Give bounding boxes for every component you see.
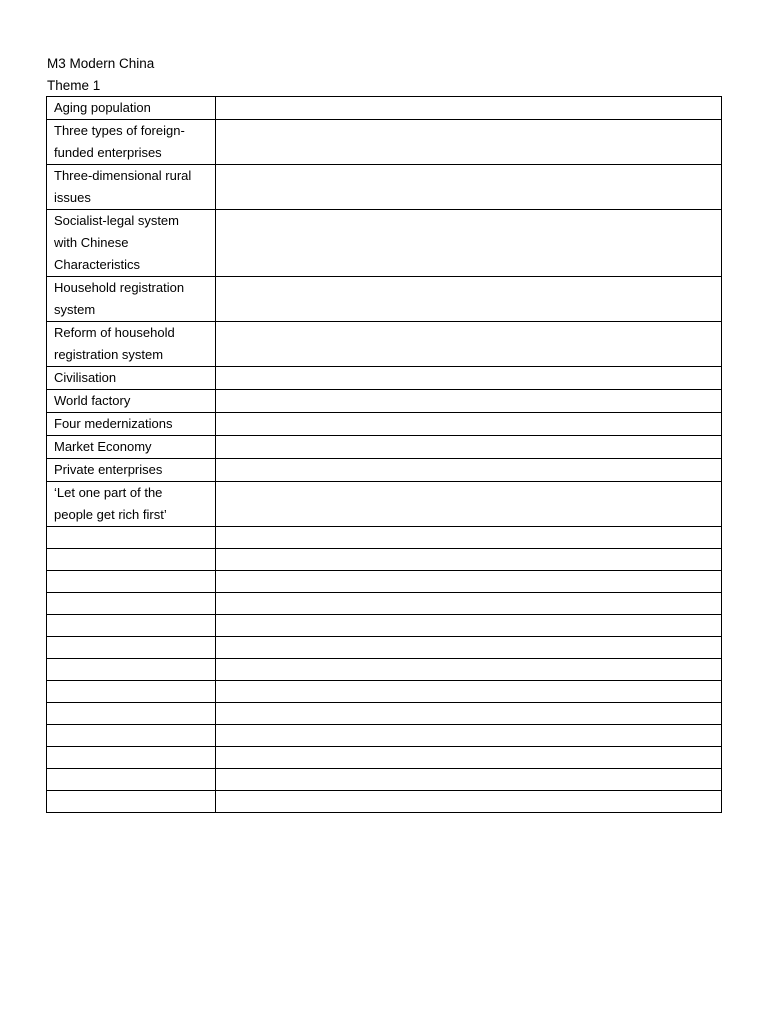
definition-cell[interactable] [216,769,722,791]
definition-field[interactable] [216,571,721,592]
definition-field[interactable] [216,390,721,412]
definition-field[interactable] [216,637,721,658]
term-cell [47,637,216,659]
term-cell: Market Economy [47,436,216,459]
definition-cell[interactable] [216,482,722,527]
term-cell: ‘Let one part of the people get rich first’ [47,482,216,527]
term-cell [47,725,216,747]
table-row [47,615,722,637]
term-cell [47,747,216,769]
definition-cell[interactable] [216,97,722,120]
table-row [47,549,722,571]
definition-cell[interactable] [216,703,722,725]
table-row [47,210,722,277]
definition-cell[interactable] [216,571,722,593]
table-row [47,97,722,120]
definition-field[interactable] [216,322,721,366]
term-cell: Reform of household registration system [47,322,216,367]
table-row [47,390,722,413]
table-row [47,322,722,367]
definition-cell[interactable] [216,659,722,681]
definition-cell[interactable] [216,210,722,277]
table-row [47,637,722,659]
vocabulary-table-body [47,97,722,813]
table-row [47,482,722,527]
table-row [47,571,722,593]
definition-cell[interactable] [216,527,722,549]
term-cell [47,681,216,703]
term-cell: Aging population [47,97,216,120]
definition-field[interactable] [216,615,721,636]
definition-field[interactable] [216,367,721,389]
table-row [47,165,722,210]
definition-field[interactable] [216,413,721,435]
table-row [47,681,722,703]
definition-cell[interactable] [216,120,722,165]
definition-field[interactable] [216,459,721,481]
table-row [47,593,722,615]
term-cell [47,527,216,549]
term-cell: World factory [47,390,216,413]
table-row [47,120,722,165]
term-cell: Socialist-legal system with Chinese Characteristics [47,210,216,277]
table-row [47,277,722,322]
term-cell [47,549,216,571]
table-row [47,413,722,436]
term-cell [47,703,216,725]
table-row [47,659,722,681]
definition-field[interactable] [216,120,721,164]
definition-field[interactable] [216,277,721,321]
definition-cell[interactable] [216,549,722,571]
term-cell [47,659,216,681]
term-cell: Private enterprises [47,459,216,482]
definition-cell[interactable] [216,747,722,769]
definition-field[interactable] [216,659,721,680]
table-row [47,703,722,725]
definition-cell[interactable] [216,459,722,482]
table-row [47,459,722,482]
term-cell: Three types of foreign- funded enterprises [47,120,216,165]
table-row [47,791,722,813]
table-row [47,725,722,747]
definition-field[interactable] [216,165,721,209]
definition-field[interactable] [216,97,721,119]
definition-cell[interactable] [216,615,722,637]
document-title: M3 Modern China [47,56,155,71]
definition-field[interactable] [216,436,721,458]
definition-cell[interactable] [216,277,722,322]
table-row [47,769,722,791]
definition-cell[interactable] [216,165,722,210]
definition-cell[interactable] [216,791,722,813]
definition-cell[interactable] [216,725,722,747]
definition-field[interactable] [216,791,721,812]
definition-field[interactable] [216,549,721,570]
term-cell: Three-dimensional rural issues [47,165,216,210]
definition-field[interactable] [216,482,721,526]
definition-cell[interactable] [216,681,722,703]
definition-field[interactable] [216,725,721,746]
term-cell: Civilisation [47,367,216,390]
definition-field[interactable] [216,703,721,724]
table-row [47,367,722,390]
definition-field[interactable] [216,527,721,548]
definition-cell[interactable] [216,367,722,390]
vocabulary-table [46,96,722,813]
table-row [47,436,722,459]
table-row [47,747,722,769]
definition-cell[interactable] [216,390,722,413]
document-header [47,53,154,96]
definition-field[interactable] [216,769,721,790]
term-cell [47,571,216,593]
definition-cell[interactable] [216,637,722,659]
definition-field[interactable] [216,210,721,276]
term-cell [47,615,216,637]
term-cell: Household registration system [47,277,216,322]
term-cell: Four medernizations [47,413,216,436]
term-cell [47,791,216,813]
term-cell [47,593,216,615]
definition-cell[interactable] [216,436,722,459]
definition-field[interactable] [216,593,721,614]
document-subtitle: Theme 1 [47,77,101,93]
definition-field[interactable] [216,681,721,702]
term-cell [47,769,216,791]
definition-field[interactable] [216,747,721,768]
definition-cell[interactable] [216,322,722,367]
definition-cell[interactable] [216,593,722,615]
definition-cell[interactable] [216,413,722,436]
table-row [47,527,722,549]
